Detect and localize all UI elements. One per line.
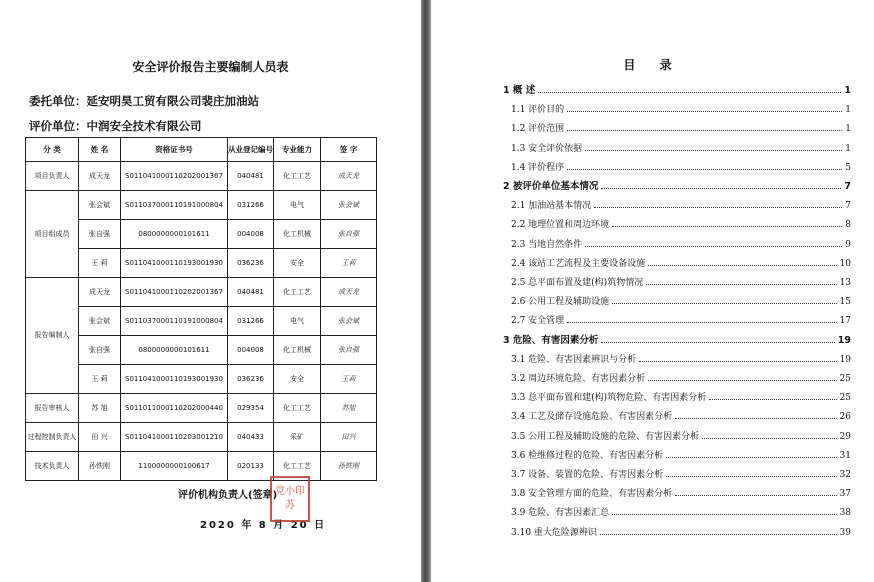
toc-leader-dots <box>709 399 836 400</box>
toc-label: 3.6 检维修过程的危险、有害因素分析 <box>511 450 664 461</box>
toc-page-number: 15 <box>839 297 851 308</box>
table-row <box>26 423 377 452</box>
toc-label: 2.4 该站工艺流程及主要设备设施 <box>511 258 646 269</box>
cell-name: 张自强 <box>79 336 121 365</box>
signature-date: 2020 年 8 月 20 日 <box>200 520 327 531</box>
seal-stamp: 党小印苏 <box>270 476 310 522</box>
cell-name: 苏 旭 <box>79 394 121 423</box>
staff-table-title: 安全评价报告主要编制人员表 <box>132 60 289 74</box>
toc-page-number: 39 <box>839 527 851 538</box>
toc-page-number: 38 <box>839 508 851 519</box>
cell-reg: 020133 <box>228 452 274 481</box>
cell-reg: 040481 <box>228 162 274 191</box>
toc-leader-dots <box>567 169 842 170</box>
toc-leader-dots <box>567 322 836 323</box>
cell-signature: 成天龙 <box>321 162 377 191</box>
toc-label: 3.9 危险、有害因素汇总 <box>511 508 610 519</box>
toc-label: 3 危险、有害因素分析 <box>503 334 599 346</box>
cell-signature: 张自强 <box>321 336 377 365</box>
toc-page-number: 7 <box>844 181 851 192</box>
header-category: 分 类 <box>26 138 79 162</box>
cell-cert: 1100000000100617 <box>121 452 228 481</box>
cell-name: 孙铁刚 <box>79 452 121 481</box>
toc-section[interactable] <box>503 366 851 384</box>
toc-page-number: 9 <box>845 239 851 250</box>
table-row <box>26 336 377 365</box>
cell-signature: 张自强 <box>321 220 377 249</box>
client-unit: 委托单位：延安明昊工贸有限公司裴庄加油站 <box>29 94 259 108</box>
table-row <box>26 249 377 278</box>
toc-leader-dots <box>567 130 842 131</box>
header-sign: 签 字 <box>321 138 377 162</box>
toc-leader-dots <box>538 92 841 93</box>
toc-label: 1.2 评价范围 <box>511 124 565 135</box>
cell-name: 成天龙 <box>79 162 121 191</box>
cell-signature: 苏旭 <box>321 394 377 423</box>
evaluation-unit: 评价单位：中润安全技术有限公司 <box>29 119 202 133</box>
cell-category: 项目负责人 <box>26 162 79 191</box>
page-divider <box>421 0 431 582</box>
cell-reg: 031266 <box>228 307 274 336</box>
toc-section[interactable] <box>503 308 851 326</box>
toc-section[interactable] <box>503 289 851 307</box>
cell-skill: 化工工艺 <box>274 452 321 481</box>
toc-leader-dots <box>648 380 836 381</box>
table-row <box>26 191 377 220</box>
cell-name: 王 莉 <box>79 365 121 394</box>
cell-reg: 004008 <box>228 220 274 249</box>
toc-label: 2.5 总平面布置及建(构)筑物情况 <box>511 278 644 288</box>
toc-section[interactable] <box>503 212 851 230</box>
toc-page-number: 32 <box>839 470 851 480</box>
toc-leader-dots <box>601 342 834 343</box>
cell-reg: 040481 <box>228 278 274 307</box>
toc-label: 1.3 安全评价依据 <box>511 143 583 154</box>
cell-skill: 安全 <box>274 249 321 278</box>
table-row <box>26 162 377 191</box>
header-cert: 资格证书号 <box>121 138 228 162</box>
cell-skill: 化工机械 <box>274 220 321 249</box>
toc-section[interactable] <box>503 251 851 269</box>
cell-name: 张会斌 <box>79 191 121 220</box>
toc-label: 3.10 重大危险源辨识 <box>511 527 597 538</box>
cell-skill: 安全 <box>274 365 321 394</box>
toc-chapter[interactable] <box>503 328 851 346</box>
toc-leader-dots <box>639 361 836 362</box>
cell-cert: S011037000110191000804 <box>121 307 228 336</box>
toc-section[interactable] <box>503 136 851 154</box>
toc-leader-dots <box>612 226 842 227</box>
toc-section[interactable] <box>503 155 851 173</box>
toc-section[interactable] <box>503 270 851 288</box>
staff-table-body <box>26 162 377 481</box>
cell-cert: S011041000110202001367 <box>121 278 228 307</box>
toc-page-number: 13 <box>839 278 851 288</box>
toc-page-number: 25 <box>839 374 851 384</box>
cell-signature: 田兴 <box>321 423 377 452</box>
cell-reg: 004008 <box>228 336 274 365</box>
toc-page-number: 10 <box>839 258 851 269</box>
toc-chapter[interactable] <box>503 78 851 96</box>
toc-leader-dots <box>675 495 836 496</box>
toc-page-number: 26 <box>839 412 851 423</box>
cell-cert: S011041000110193001930 <box>121 249 228 278</box>
toc-leader-dots <box>702 438 836 439</box>
cell-category: 项目组成员 <box>26 191 79 278</box>
cell-reg: 029354 <box>228 394 274 423</box>
toc-label: 3.5 公用工程及辅助设施的危险、有害因素分析 <box>511 431 700 442</box>
toc-label: 3.7 设备、装置的危险、有害因素分析 <box>511 470 664 480</box>
cell-cert: 0800000000101611 <box>121 336 228 365</box>
toc-section[interactable] <box>503 462 851 480</box>
toc-page-number: 17 <box>839 316 851 327</box>
cell-reg: 040433 <box>228 423 274 452</box>
toc-page-number: 31 <box>839 450 851 461</box>
cell-skill: 化工工艺 <box>274 278 321 307</box>
cell-reg: 036236 <box>228 365 274 394</box>
cell-cert: S011041000110193001930 <box>121 365 228 394</box>
cell-skill: 电气 <box>274 307 321 336</box>
toc-section[interactable] <box>503 97 851 115</box>
toc-section[interactable] <box>503 404 851 422</box>
table-row <box>26 220 377 249</box>
cell-name: 成天龙 <box>79 278 121 307</box>
toc-page-number: 19 <box>839 354 851 365</box>
cell-signature: 张会斌 <box>321 307 377 336</box>
toc-label: 2.1 加油站基本情况 <box>511 201 592 212</box>
toc-leader-dots <box>648 265 836 266</box>
toc-label: 3.8 安全管理方面的危险、有害因素分析 <box>511 489 673 500</box>
toc-leader-dots <box>612 303 836 304</box>
cell-reg: 036236 <box>228 249 274 278</box>
toc-label: 2 被评价单位基本情况 <box>503 181 599 192</box>
cell-category: 报告编制人 <box>26 278 79 394</box>
cell-signature: 成天龙 <box>321 278 377 307</box>
toc-label: 3.1 危险、有害因素辨识与分析 <box>511 354 637 365</box>
toc-page-number: 37 <box>839 489 851 500</box>
toc-label: 3.3 总平面布置和建(构)筑物危险、有害因素分析 <box>511 393 707 404</box>
cell-skill: 化工工艺 <box>274 394 321 423</box>
toc-leader-dots <box>594 207 842 208</box>
toc-leader-dots <box>567 111 842 112</box>
toc-page <box>431 0 874 582</box>
cell-cert: S011041000110203001210 <box>121 423 228 452</box>
toc-section[interactable] <box>503 481 851 499</box>
cell-signature: 王莉 <box>321 249 377 278</box>
toc-page-number: 25 <box>839 393 851 404</box>
toc-label: 2.6 公用工程及辅助设施 <box>511 297 610 308</box>
toc-section[interactable] <box>503 520 851 538</box>
cell-skill: 化工机械 <box>274 336 321 365</box>
toc-section[interactable] <box>503 347 851 365</box>
toc-title: 目 录 <box>623 58 682 72</box>
toc-label: 3.2 周边环境危险、有害因素分析 <box>511 374 646 384</box>
cell-cert: S011037000110191000804 <box>121 191 228 220</box>
staff-table-page <box>0 0 421 582</box>
toc-label: 1.1 评价目的 <box>511 105 565 116</box>
toc-page-number: 8 <box>845 220 851 231</box>
toc-page-number: 5 <box>845 162 851 173</box>
cell-category: 技术负责人 <box>26 452 79 481</box>
toc-section[interactable] <box>503 116 851 134</box>
toc-label: 1.4 评价程序 <box>511 162 565 173</box>
cell-name: 张自强 <box>79 220 121 249</box>
table-row <box>26 394 377 423</box>
header-reg: 从业登记编号 <box>228 138 274 162</box>
table-row <box>26 278 377 307</box>
toc-section[interactable] <box>503 500 851 518</box>
cell-skill: 采矿 <box>274 423 321 452</box>
toc-leader-dots <box>612 514 836 515</box>
cell-name: 田 兴 <box>79 423 121 452</box>
cell-signature: 孙铁刚 <box>321 452 377 481</box>
toc-label: 2.7 安全管理 <box>511 316 565 327</box>
cell-category: 过程控制负责人 <box>26 423 79 452</box>
header-skill: 专业能力 <box>274 138 321 162</box>
toc-page-number: 1 <box>845 143 851 154</box>
table-row <box>26 365 377 394</box>
cell-name: 张会斌 <box>79 307 121 336</box>
toc-label: 3.4 工艺及储存设施危险、有害因素分析 <box>511 412 673 423</box>
header-name: 姓 名 <box>79 138 121 162</box>
cell-signature: 张会斌 <box>321 191 377 220</box>
toc-section[interactable] <box>503 193 851 211</box>
toc-label: 1 概 述 <box>503 85 536 96</box>
toc-section[interactable] <box>503 443 851 461</box>
toc-chapter[interactable] <box>503 174 851 192</box>
cell-reg: 031266 <box>228 191 274 220</box>
toc-leader-dots <box>666 476 836 477</box>
toc-page-number: 29 <box>839 431 851 442</box>
staff-table <box>25 137 377 481</box>
cell-cert: S011011000110202000440 <box>121 394 228 423</box>
cell-cert: 0800000000101611 <box>121 220 228 249</box>
cell-category: 报告审核人 <box>26 394 79 423</box>
toc-page-number: 1 <box>844 85 851 96</box>
toc-leader-dots <box>666 457 836 458</box>
toc-leader-dots <box>600 534 837 535</box>
cell-skill: 化工工艺 <box>274 162 321 191</box>
toc-section[interactable] <box>503 424 851 442</box>
table-row <box>26 452 377 481</box>
cell-skill: 电气 <box>274 191 321 220</box>
toc-leader-dots <box>675 418 836 419</box>
toc-page-number: 19 <box>837 334 851 346</box>
toc-leader-dots <box>585 246 842 247</box>
staff-table-header <box>26 138 377 162</box>
toc-leader-dots <box>585 150 842 151</box>
toc-page-number: 1 <box>845 105 851 116</box>
table-row <box>26 307 377 336</box>
cell-signature: 王莉 <box>321 365 377 394</box>
toc-leader-dots <box>601 188 841 189</box>
toc-page-number: 1 <box>845 124 851 135</box>
toc-section[interactable] <box>503 385 851 403</box>
toc-page-number: 7 <box>845 201 851 212</box>
toc-label: 2.3 当地自然条件 <box>511 239 583 250</box>
toc-label: 2.2 地理位置和周边环境 <box>511 220 610 231</box>
toc-section[interactable] <box>503 232 851 250</box>
toc-leader-dots <box>646 284 836 285</box>
institution-head-signature: 评价机构负责人(签章) <box>178 490 278 501</box>
cell-name: 王 莉 <box>79 249 121 278</box>
cell-cert: S011041000110202001367 <box>121 162 228 191</box>
